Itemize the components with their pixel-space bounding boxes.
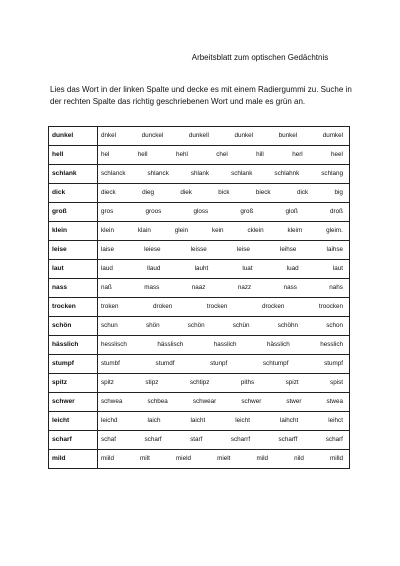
option-word[interactable]: laihse xyxy=(326,246,343,253)
table-row xyxy=(49,412,350,431)
option-word[interactable]: miild xyxy=(101,455,114,462)
option-word[interactable]: klain xyxy=(137,227,151,234)
option-word[interactable]: piths xyxy=(240,379,255,386)
options-cell xyxy=(98,393,350,412)
page-title: Arbeitsblatt zum optischen Gedächtnis xyxy=(191,53,329,62)
options-list xyxy=(101,203,349,221)
target-word-cell: schlank xyxy=(49,165,98,184)
option-word[interactable]: lauht xyxy=(194,265,209,272)
option-word[interactable]: leicht xyxy=(235,417,250,424)
option-word[interactable]: laut xyxy=(332,265,343,272)
options-list xyxy=(101,393,349,411)
option-word[interactable]: leihct xyxy=(328,417,343,424)
options-cell xyxy=(98,317,350,336)
option-word[interactable]: cklein xyxy=(247,227,264,234)
options-cell xyxy=(98,355,350,374)
target-word-cell: dunkel xyxy=(49,127,98,146)
option-word[interactable]: bunkel xyxy=(278,132,298,139)
option-word[interactable]: starf xyxy=(190,436,203,443)
options-list xyxy=(101,184,349,202)
options-list xyxy=(101,241,349,259)
target-word-cell: klein xyxy=(49,222,98,241)
options-cell xyxy=(98,184,350,203)
options-list xyxy=(101,279,349,297)
options-list xyxy=(101,374,349,392)
options-list xyxy=(101,450,349,468)
option-word[interactable]: gros xyxy=(101,208,114,215)
option-word[interactable]: gloß xyxy=(285,208,298,215)
option-word[interactable]: hill xyxy=(256,151,264,158)
option-word[interactable]: droken xyxy=(153,303,173,310)
option-word[interactable]: big xyxy=(334,189,343,196)
option-word[interactable]: nahs xyxy=(329,284,343,291)
option-word[interactable]: leise xyxy=(236,246,250,253)
target-word-cell: dick xyxy=(49,184,98,203)
option-word[interactable]: groos xyxy=(145,208,162,215)
target-word-cell: schwer xyxy=(49,393,98,412)
option-word[interactable]: herl xyxy=(292,151,303,158)
option-word[interactable]: stwer xyxy=(286,398,302,405)
option-word[interactable]: chel xyxy=(216,151,228,158)
options-cell xyxy=(98,241,350,260)
option-word[interactable]: nass xyxy=(283,284,297,291)
target-word-cell: hässlich xyxy=(49,336,98,355)
option-word[interactable]: schön xyxy=(187,322,205,329)
word-table-body xyxy=(49,127,350,469)
option-word[interactable]: hesslich xyxy=(320,341,343,348)
option-word[interactable]: bick xyxy=(218,189,230,196)
table-row xyxy=(49,374,350,393)
option-word[interactable]: stunpf xyxy=(210,360,228,367)
option-word[interactable]: naß xyxy=(101,284,112,291)
option-word[interactable]: schwer xyxy=(241,398,262,405)
table-row xyxy=(49,279,350,298)
table-row xyxy=(49,146,350,165)
option-word[interactable]: hehl xyxy=(175,151,188,158)
option-word[interactable]: schaf xyxy=(101,436,117,443)
option-word[interactable]: spitz xyxy=(101,379,114,386)
target-word-cell: stumpf xyxy=(49,355,98,374)
table-row xyxy=(49,260,350,279)
table-row xyxy=(49,298,350,317)
options-list xyxy=(101,298,349,316)
option-word[interactable]: hell xyxy=(137,151,148,158)
options-cell xyxy=(98,412,350,431)
option-word[interactable]: shön xyxy=(145,322,160,329)
option-word[interactable]: dieck xyxy=(101,189,116,196)
option-word[interactable]: mielt xyxy=(217,455,231,462)
table-row xyxy=(49,336,350,355)
options-cell xyxy=(98,298,350,317)
option-word[interactable]: nild xyxy=(294,455,304,462)
option-word[interactable]: trocken xyxy=(206,303,228,310)
option-word[interactable]: spizt xyxy=(285,379,299,386)
options-cell xyxy=(98,336,350,355)
target-word-cell: scharf xyxy=(49,431,98,450)
option-word[interactable]: schwea xyxy=(101,398,123,405)
options-list xyxy=(101,317,349,335)
options-cell xyxy=(98,146,350,165)
option-word[interactable]: schwear xyxy=(192,398,217,405)
target-word-cell: nass xyxy=(49,279,98,298)
option-word[interactable]: stwea xyxy=(326,398,343,405)
option-word[interactable]: milt xyxy=(140,455,150,462)
option-word[interactable]: schbea xyxy=(147,398,168,405)
option-word[interactable]: kleim xyxy=(287,227,303,234)
option-word[interactable]: dieg xyxy=(142,189,154,196)
option-word[interactable]: hel xyxy=(101,151,110,158)
options-list xyxy=(101,222,349,240)
option-word[interactable]: leisse xyxy=(190,246,207,253)
target-word-cell: groß xyxy=(49,203,98,222)
option-word[interactable]: llaud xyxy=(147,265,161,272)
table-row xyxy=(49,431,350,450)
options-list xyxy=(101,260,349,278)
option-word[interactable]: dunkell xyxy=(188,132,209,139)
option-word[interactable]: scharrf xyxy=(230,436,251,443)
options-cell xyxy=(98,203,350,222)
target-word-cell: mild xyxy=(49,450,98,469)
word-table xyxy=(48,126,350,469)
option-word[interactable]: laise xyxy=(101,246,114,253)
option-word[interactable]: hesslisch xyxy=(101,341,127,348)
option-word[interactable]: diek xyxy=(180,189,192,196)
table-row xyxy=(49,241,350,260)
option-word[interactable]: stumpf xyxy=(324,360,343,367)
table-row xyxy=(49,450,350,469)
options-cell xyxy=(98,165,350,184)
table-row xyxy=(49,127,350,146)
option-word[interactable]: dick xyxy=(296,189,309,196)
option-word[interactable]: schun xyxy=(101,322,118,329)
options-list xyxy=(101,146,349,164)
option-word[interactable]: troken xyxy=(101,303,119,310)
option-word[interactable]: mass xyxy=(144,284,160,291)
option-word[interactable]: schlank xyxy=(231,170,253,177)
option-word[interactable]: shlanck xyxy=(147,170,169,177)
option-word[interactable]: heel xyxy=(331,151,343,158)
option-word[interactable]: nazz xyxy=(237,284,252,291)
table-row xyxy=(49,165,350,184)
option-word[interactable]: laicht xyxy=(190,417,206,424)
instructions-text: Lies das Wort in der linken Spalte und decke es mit einem Radiergummi zu. Suche in der rechten Spalte das richtig geschriebenen Wort und male es grün an. xyxy=(50,85,352,106)
option-word[interactable]: hässlisch xyxy=(157,341,184,348)
option-word[interactable]: naaz xyxy=(191,284,206,291)
option-word[interactable]: luad xyxy=(286,265,299,272)
option-word[interactable]: stumdf xyxy=(155,360,175,367)
options-cell xyxy=(98,127,350,146)
option-word[interactable]: groß xyxy=(240,208,254,215)
option-word[interactable]: bieck xyxy=(255,189,271,196)
option-word[interactable]: kein xyxy=(211,227,224,234)
option-word[interactable]: leihse xyxy=(279,246,297,253)
option-word[interactable]: drocken xyxy=(261,303,285,310)
option-word[interactable]: laich xyxy=(147,417,161,424)
option-word[interactable]: schlang xyxy=(321,170,343,177)
option-word[interactable]: stipz xyxy=(145,379,159,386)
option-word[interactable]: schün xyxy=(232,322,250,329)
option-word[interactable]: scharff xyxy=(278,436,298,443)
options-list xyxy=(101,355,349,373)
option-word[interactable]: scharf xyxy=(325,436,343,443)
option-word[interactable]: glein xyxy=(174,227,189,234)
target-word-cell: trocken xyxy=(49,298,98,317)
target-word-cell: leicht xyxy=(49,412,98,431)
option-word[interactable]: klein xyxy=(101,227,114,234)
option-word[interactable]: hasslich xyxy=(213,341,237,348)
option-word[interactable]: dunckel xyxy=(141,132,164,139)
option-word[interactable]: dunkel xyxy=(234,132,253,139)
option-word[interactable]: scharf xyxy=(144,436,162,443)
options-list xyxy=(101,127,349,145)
option-word[interactable]: leichd xyxy=(101,417,118,424)
target-word-cell: leise xyxy=(49,241,98,260)
option-word[interactable]: dnkel xyxy=(101,132,117,139)
options-cell xyxy=(98,450,350,469)
option-word[interactable]: dumkel xyxy=(322,132,343,139)
table-row xyxy=(49,317,350,336)
target-word-cell: hell xyxy=(49,146,98,165)
options-cell xyxy=(98,431,350,450)
option-word[interactable]: schtumpf xyxy=(262,360,289,367)
option-word[interactable]: laihcht xyxy=(280,417,299,424)
options-list xyxy=(101,431,349,449)
options-cell xyxy=(98,374,350,393)
option-word[interactable]: troocken xyxy=(318,303,343,310)
option-word[interactable]: mild xyxy=(256,455,269,462)
target-word-cell: schön xyxy=(49,317,98,336)
option-word[interactable]: gloss xyxy=(193,208,209,215)
options-cell xyxy=(98,260,350,279)
option-word[interactable]: schlanck xyxy=(101,170,126,177)
option-word[interactable]: laud xyxy=(101,265,113,272)
options-list xyxy=(101,412,349,430)
option-word[interactable]: schtipz xyxy=(189,379,210,386)
option-word[interactable]: stumbf xyxy=(101,360,120,367)
table-row xyxy=(49,222,350,241)
option-word[interactable]: hässlich xyxy=(267,341,290,348)
option-word[interactable]: schöhn xyxy=(277,322,299,329)
option-word[interactable]: schlahnk xyxy=(274,170,300,177)
target-word-cell: spitz xyxy=(49,374,98,393)
options-cell xyxy=(98,279,350,298)
table-row xyxy=(49,203,350,222)
table-row xyxy=(49,355,350,374)
table-row xyxy=(49,393,350,412)
option-word[interactable]: gleim. xyxy=(326,227,343,234)
option-word[interactable]: spist xyxy=(330,379,343,386)
option-word[interactable]: leiese xyxy=(144,246,161,253)
target-word-cell: laut xyxy=(49,260,98,279)
options-list xyxy=(101,336,349,354)
options-list xyxy=(101,165,349,183)
options-cell xyxy=(98,222,350,241)
table-row xyxy=(49,184,350,203)
option-word[interactable]: shlank xyxy=(190,170,210,177)
option-word[interactable]: schon xyxy=(326,322,343,329)
option-word[interactable]: milld xyxy=(330,455,343,462)
option-word[interactable]: droß xyxy=(330,208,343,215)
option-word[interactable]: mield xyxy=(175,455,191,462)
option-word[interactable]: luat xyxy=(242,265,253,272)
